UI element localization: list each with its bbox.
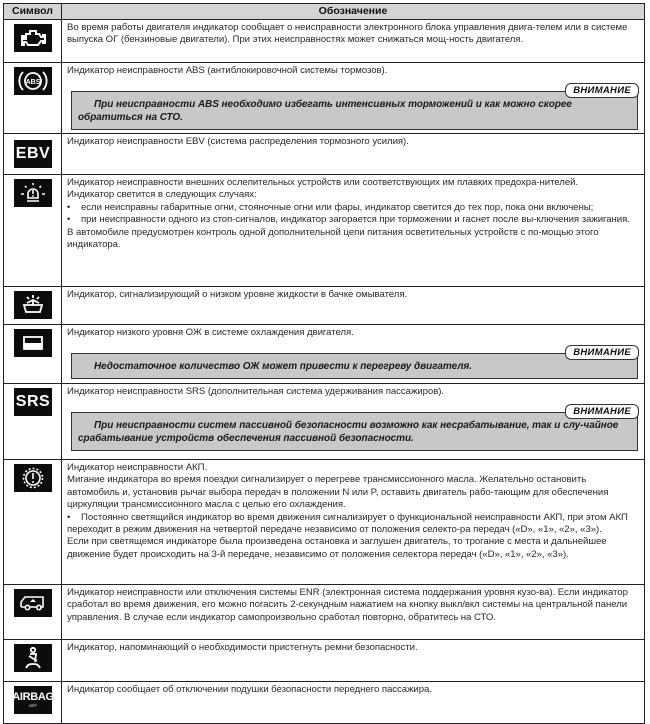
header-symbol: Символ bbox=[4, 4, 62, 19]
ebv-icon-label: EBV bbox=[15, 145, 51, 162]
coolant-level-icon bbox=[14, 329, 52, 357]
bullet-item: • если неисправны габаритные огни, стояночные огни или фары, индикатор светится до тех пор, пока они включены; bbox=[67, 201, 594, 213]
table-header bbox=[4, 4, 644, 20]
transmission-fault-icon bbox=[14, 464, 52, 492]
warning-box bbox=[71, 406, 638, 451]
table-row bbox=[4, 175, 644, 287]
header-meaning: Обозначение bbox=[318, 5, 388, 17]
row-text: Индикатор, напоминающий о необходимости пристегнуть ремни безопасности. bbox=[67, 642, 418, 653]
bullet-item: • при неисправности одного из стоп-сигналов, индикатор загорается при торможении и гаснет после вы-ключения зажигания. bbox=[67, 214, 630, 226]
row-text: В автомобиле предусмотрен контроль одной дополнительной цепи питания осветительных устройств с по-мощью этого индикатора. bbox=[67, 226, 599, 251]
warning-box bbox=[71, 85, 638, 130]
srs-icon-label: SRS bbox=[15, 393, 51, 410]
table-row bbox=[4, 640, 644, 682]
warning-text: При неисправности систем пассивной безопасности возможно как несрабатывание, так и слу-чайное срабатывание устройств обеспечения пассивной безопасности. bbox=[78, 420, 619, 445]
row-text: Индикатор неисправности EBV (система распределения тормозного усилия). bbox=[67, 136, 409, 147]
warning-text: При неисправности ABS необходимо избегать интенсивных торможений и как можно скорее обратиться на СТО. bbox=[78, 99, 572, 124]
enr-suspension-icon bbox=[14, 589, 52, 617]
row-text: Индикатор неисправности внешних ослепительных устройств или соответствующих им плавких предохра-нителей. bbox=[67, 177, 579, 188]
srs-icon bbox=[14, 388, 52, 416]
warning-badge: ВНИМАНИЕ bbox=[565, 404, 639, 419]
seatbelt-icon bbox=[14, 644, 52, 672]
row-text: Индикатор низкого уровня ОЖ в системе охлаждения двигателя. bbox=[67, 327, 354, 338]
indicator-table bbox=[3, 3, 645, 724]
bullet-item: • Постоянно светящийся индикатор во время движения сигнализирует о функциональной неисправности АКП, при этом АКП переходит в режим движения на четвертой передаче независимо от положения селекто-ра передач («D», «1», «2», «3»). bbox=[67, 511, 628, 536]
table-row bbox=[4, 287, 644, 325]
table-row bbox=[4, 384, 644, 460]
washer-fluid-icon bbox=[14, 291, 52, 319]
table-row bbox=[4, 134, 644, 175]
exterior-light-fault-icon bbox=[14, 179, 52, 207]
check-engine-icon bbox=[14, 24, 52, 52]
table-row bbox=[4, 63, 644, 134]
row-text: Индикатор неисправности ABS (антиблокировочной системы тормозов). bbox=[67, 65, 388, 76]
table-row bbox=[4, 20, 644, 63]
row-text: Индикатор неисправности или отключения системы ENR (электронная система поддержания уровня кузо-ва). Если индикатор сработал во время движения, его можно погасить 2-секундным нажатием на кнопку выкл/вкл системы на центральной панели управления. В случае если индикатор самопроизвольно сработал повторно, обратитесь на СТО. bbox=[67, 587, 628, 623]
warning-box bbox=[71, 347, 638, 379]
row-text: Если при светящемся индикаторе была произведена остановка и заглушен двигатель, то трогание с места и дальнейшее движение будет происходить на 3-й передаче, независимо от положения селектора передач («D», «1», «2», «3»). bbox=[67, 536, 607, 560]
row-text: Мигание индикатора во время поездки сигнализирует о перегреве трансмиссионного масла. Желательно остановить автомобиль и, установив рычаг выбора передач в положении N или P, оставить двигатель рабо-тающим для обеспечения циркуляции трансмиссионного масла с целью его охлаждения. bbox=[67, 474, 609, 511]
airbag-icon-label: AIRBAG bbox=[12, 691, 54, 703]
row-text: Во время работы двигателя индикатор сообщает о неисправности электронного блока управления двига-телем или в системе выпуска ОГ (бензиновые двигатели). При этих неисправностях может снижаться мощ-ность двигателя. bbox=[67, 22, 628, 46]
table-row bbox=[4, 460, 644, 585]
row-text: Индикатор неисправности АКП. bbox=[67, 462, 208, 473]
row-text: Индикатор светится в следующих случаях: bbox=[67, 189, 257, 201]
row-text: Индикатор сообщает об отключении подушки безопасности переднего пассажира. bbox=[67, 684, 432, 695]
warning-text: Недостаточное количество ОЖ может привести к перегреву двигателя. bbox=[94, 361, 472, 373]
warning-badge: ВНИМАНИЕ bbox=[565, 345, 639, 360]
row-text: Индикатор, сигнализирующий о низком уровне жидкости в бачке омывателя. bbox=[67, 289, 408, 300]
ebv-icon bbox=[14, 140, 52, 168]
table-row bbox=[4, 682, 644, 723]
row-text: Индикатор неисправности SRS (дополнительная система удерживания пассажиров). bbox=[67, 386, 444, 397]
airbag-icon-sublabel: OFF bbox=[29, 703, 37, 708]
warning-badge: ВНИМАНИЕ bbox=[565, 83, 639, 98]
table-row bbox=[4, 585, 644, 640]
table-row bbox=[4, 325, 644, 384]
abs-icon bbox=[14, 67, 52, 95]
abs-icon-label: ABS bbox=[25, 79, 41, 86]
airbag-off-icon bbox=[14, 686, 52, 714]
